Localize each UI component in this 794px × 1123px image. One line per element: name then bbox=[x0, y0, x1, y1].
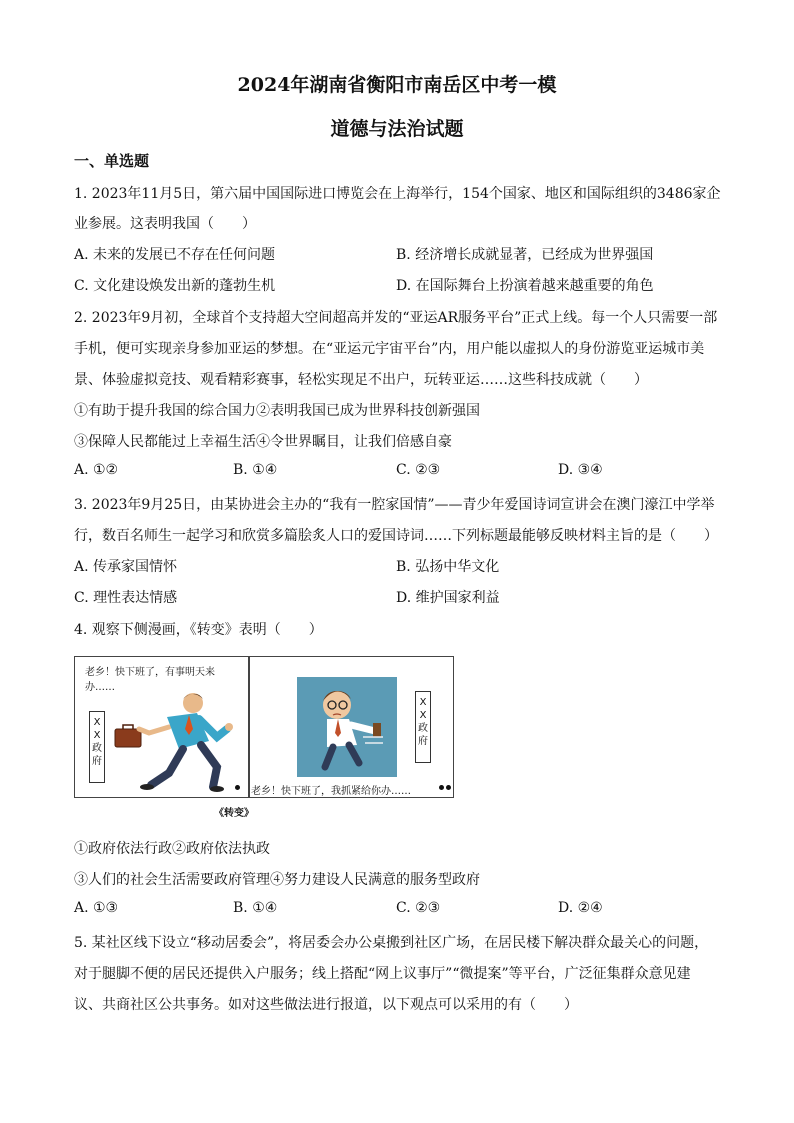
q2-option-c[interactable]: C. ②③ bbox=[396, 462, 441, 478]
q1-line: 业参展。这表明我国（ ） bbox=[74, 216, 256, 232]
comic-caption: 《转变》 bbox=[214, 808, 254, 819]
sign-char: 府 bbox=[92, 756, 102, 767]
q2-statement: ①有助于提升我国的综合国力②表明我国已成为世界科技创新强国 bbox=[74, 403, 480, 419]
sign-char: X bbox=[419, 697, 427, 708]
q1-option-d[interactable]: D. 在国际舞台上扮演着越来越重要的角色 bbox=[396, 278, 654, 294]
q4-option-c[interactable]: C. ②③ bbox=[396, 900, 441, 916]
q3-option-d[interactable]: D. 维护国家利益 bbox=[396, 590, 500, 606]
panel-number-dot bbox=[439, 785, 444, 790]
q2-line: 手机，便可实现亲身参加亚运的梦想。在“亚运元宇宙平台”内，用户能以虚拟人的身份游览亚运城市美 bbox=[74, 341, 705, 357]
sign-char: 政 bbox=[92, 743, 102, 754]
hurrying-official-figure bbox=[297, 677, 397, 777]
q1-option-c[interactable]: C. 文化建设焕发出新的蓬勃生机 bbox=[74, 278, 276, 294]
q4-statement: ①政府依法行政②政府依法执政 bbox=[74, 841, 270, 857]
q5-line: 议、共商社区公共事务。如对这些做法进行报道，以下观点可以采用的有（ ） bbox=[74, 997, 578, 1013]
government-sign-left bbox=[89, 711, 105, 783]
q5-line: 对于腿脚不便的居民还提供入户服务；线上搭配“网上议事厅”“微提案”等平台，广泛征集群众意见建 bbox=[74, 966, 691, 982]
q4-option-d[interactable]: D. ②④ bbox=[558, 900, 603, 916]
q3-line: 行，数百名师生一起学习和欣赏多篇脍炙人口的爱国诗词……下列标题最能够反映材料主旨的是（ ） bbox=[74, 528, 718, 544]
q1-option-b[interactable]: B. 经济增长成就显著，已经成为世界强国 bbox=[396, 247, 654, 263]
page-subtitle: 道德与法治试题 bbox=[330, 118, 464, 140]
q2-line: 景、体验虚拟竞技、观看精彩赛事，轻松实现足不出户，玩转亚运……这些科技成就（ ） bbox=[74, 372, 648, 388]
q4-line: 4. 观察下侧漫画，《转变》表明（ ） bbox=[74, 622, 323, 638]
comic-right-bubble: 老乡！快下班了，我抓紧给你办…… bbox=[251, 786, 411, 797]
government-sign-right bbox=[415, 691, 431, 763]
running-official-figure bbox=[109, 689, 247, 797]
sign-char: X bbox=[93, 717, 101, 728]
sign-char: 政 bbox=[418, 723, 428, 734]
q5-line: 5. 某社区线下设立“移动居委会”，将居委会办公桌搬到社区广场，在居民楼下解决群众最关心的问题， bbox=[74, 935, 709, 951]
sign-char: 府 bbox=[418, 736, 428, 747]
q2-statement: ③保障人民都能过上幸福生活④令世界瞩目，让我们倍感自豪 bbox=[74, 434, 452, 450]
page-title: 2024年湖南省衡阳市南岳区中考一模 bbox=[237, 74, 557, 96]
q4-option-b[interactable]: B. ①④ bbox=[233, 900, 278, 916]
comic-left-bubble-line: 老乡！快下班了，有事明天来 bbox=[85, 667, 215, 678]
comic-panel-divider bbox=[248, 657, 250, 797]
section-heading: 一、单选题 bbox=[74, 152, 150, 170]
sign-char: X bbox=[93, 730, 101, 741]
sign-char: X bbox=[419, 710, 427, 721]
q3-line: 3. 2023年9月25日，由某协进会主办的“我有一腔家国情”——青少年爱国诗词宣讲会在澳门濠江中学举 bbox=[74, 497, 715, 513]
q4-statement: ③人们的社会生活需要政府管理④努力建设人民满意的服务型政府 bbox=[74, 872, 480, 888]
comic-image bbox=[74, 656, 454, 798]
q3-option-b[interactable]: B. 弘扬中华文化 bbox=[396, 559, 500, 575]
q1-option-a[interactable]: A. 未来的发展已不存在任何问题 bbox=[74, 247, 276, 263]
q3-option-a[interactable]: A. 传承家国情怀 bbox=[74, 559, 178, 575]
q2-option-a[interactable]: A. ①② bbox=[74, 462, 119, 478]
q1-line: 1. 2023年11月5日，第六届中国国际进口博览会在上海举行，154个国家、地区和国际组织的3486家企 bbox=[74, 186, 721, 202]
panel-number-dot bbox=[235, 785, 240, 790]
q2-option-d[interactable]: D. ③④ bbox=[558, 462, 603, 478]
panel-number-dot bbox=[446, 785, 451, 790]
q2-option-b[interactable]: B. ①④ bbox=[233, 462, 278, 478]
q2-line: 2. 2023年9月初，全球首个支持超大空间超高并发的“亚运AR服务平台”正式上线。每一个人只需要一部 bbox=[74, 310, 718, 326]
q4-option-a[interactable]: A. ①③ bbox=[74, 900, 119, 916]
comic-left-bubble-line: 办…… bbox=[85, 682, 115, 693]
q3-option-c[interactable]: C. 理性表达情感 bbox=[74, 590, 178, 606]
